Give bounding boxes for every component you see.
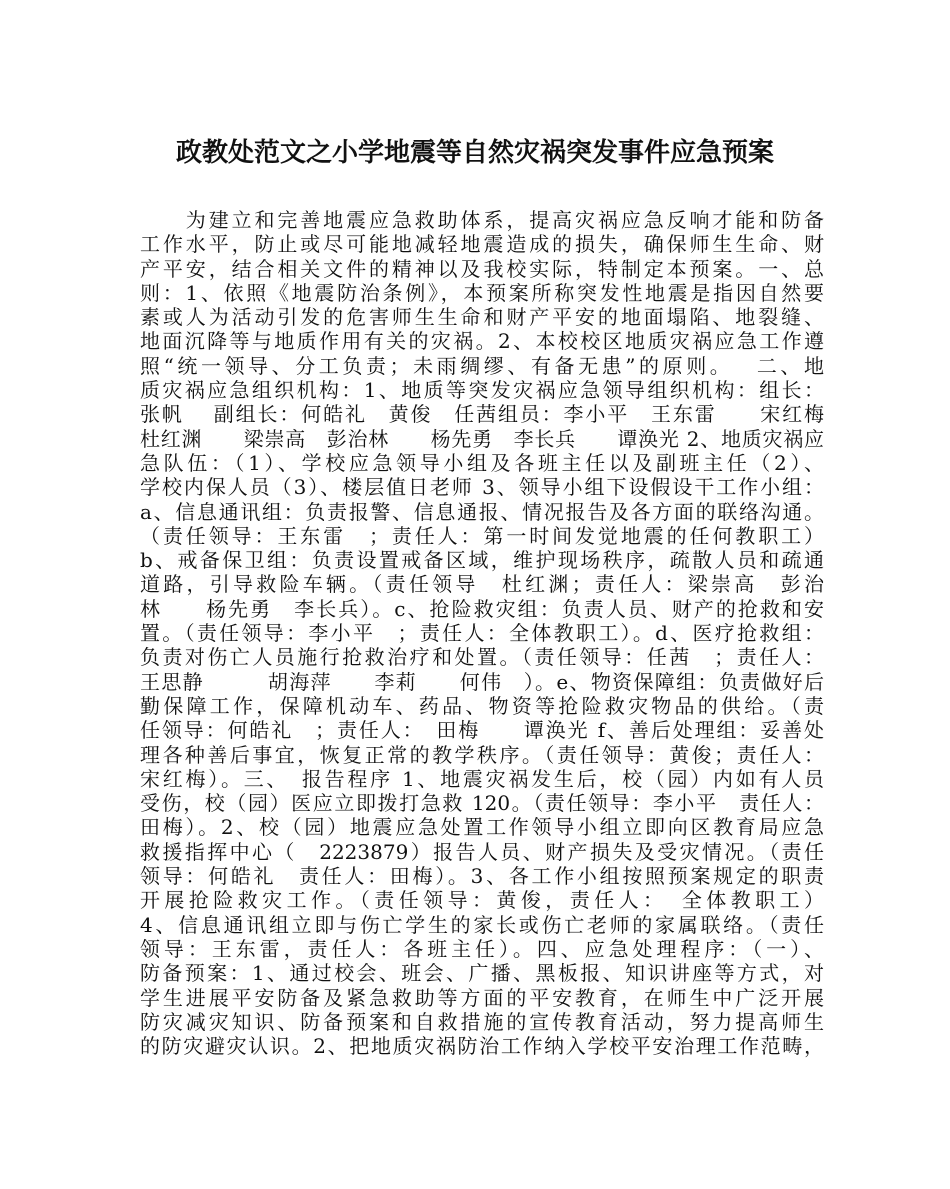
body-line: 质灾祸应急组织机构：1、地质等突发灾祸应急领导组织机构：组长： <box>140 378 824 403</box>
body-line: 负责对伤亡人员施行抢救治疗和处置。（责任领导：任茜 ；责任人： <box>140 645 824 670</box>
body-line: 防灾减灾知识、防备预案和自救措施的宣传教育活动，努力提高师生 <box>140 1009 824 1034</box>
body-line: 置。（责任领导：李小平 ；责任人：全体教职工）。d、医疗抢救组： <box>140 621 824 646</box>
body-line: 学校内保人员（3）、楼层值日老师 3、领导小组下设假设干工作小组： <box>140 475 824 500</box>
body-line: 照“统一领导、分工负责；未雨绸缪、有备无患”的原则。 二、地 <box>140 353 824 378</box>
body-line: 产平安，结合相关文件的精神以及我校实际，特制定本预案。一、总 <box>140 256 824 281</box>
body-line: 学生进展平安防备及紧急救助等方面的平安教育，在师生中广泛开展 <box>140 985 824 1010</box>
body-line: 勤保障工作，保障机动车、药品、物资等抢险救灾物品的供给。（责 <box>140 693 824 718</box>
body-line: 4、信息通讯组立即与伤亡学生的家长或伤亡老师的家属联络。（责任 <box>140 912 824 937</box>
body-line: 理各种善后事宜，恢复正常的教学秩序。（责任领导：黄俊；责任人： <box>140 742 824 767</box>
body-line: 任领导：何皓礼 ；责任人： 田梅 谭涣光 f、善后处理组：妥善处 <box>140 718 824 743</box>
body-line: 宋红梅）。三、 报告程序 1、地震灾祸发生后，校（园）内如有人员 <box>140 766 824 791</box>
body-line: 杜红渊 梁崇高 彭治林 杨先勇 李长兵 谭涣光 2、地质灾祸应 <box>140 426 824 451</box>
body-line: 素或人为活动引发的危害师生生命和财产平安的地面塌陷、地裂缝、 <box>140 305 824 330</box>
body-line: 的防灾避灾认识。2、把地质灾祸防治工作纳入学校平安治理工作范畴， <box>140 1034 824 1059</box>
body-line: 为建立和完善地震应急救助体系，提高灾祸应急反响才能和防备 <box>140 208 824 232</box>
body-line: 田梅）。2、校（园）地震应急处置工作领导小组立即向区教育局应急 <box>140 815 824 840</box>
body-line: 救援指挥中心（ 2223879）报告人员、财产损失及受灾情况。（责任 <box>140 839 824 864</box>
body-line: 则：1、依照《地震防治条例》，本预案所称突发性地震是指因自然要 <box>140 280 824 305</box>
body-line: 工作水平，防止或尽可能地减轻地震造成的损失，确保师生生命、财 <box>140 232 824 257</box>
body-line: b、戒备保卫组：负责设置戒备区域，维护现场秩序，疏散人员和疏通 <box>140 548 824 573</box>
body-line: 张帆 副组长：何皓礼 黄俊 任茜组员：李小平 王东雷 宋红梅 <box>140 402 824 427</box>
body-line: 王思静 胡海萍 李莉 何伟 ）。e、物资保障组：负责做好后 <box>140 669 824 694</box>
document-title: 政教处范文之小学地震等自然灾祸突发事件应急预案 <box>175 138 774 168</box>
body-line: 防备预案：1、通过校会、班会、广播、黑板报、知识讲座等方式，对 <box>140 961 824 986</box>
body-line: a、信息通讯组：负责报警、信息通报、情况报告及各方面的联络沟通。 <box>140 499 824 524</box>
body-line: 急队伍：（1）、学校应急领导小组及各班主任以及副班主任（2）、 <box>140 450 824 475</box>
body-line: 领导：何皓礼 责任人：田梅）。3、各工作小组按照预案规定的职责 <box>140 864 824 889</box>
body-line: 受伤，校（园）医应立即拨打急救 120。（责任领导：李小平 责任人： <box>140 791 824 816</box>
document-body <box>140 208 824 1058</box>
body-line: （责任领导：王东雷 ；责任人：第一时间发觉地震的任何教职工） <box>140 523 824 548</box>
body-line: 领导：王东雷，责任人：各班主任）。四、应急处理程序：（一）、 <box>140 936 824 961</box>
body-line: 道路，引导救险车辆。（责任领导 杜红渊；责任人：梁崇高 彭治 <box>140 572 824 597</box>
body-line: 开展抢险救灾工作。（责任领导：黄俊，责任人： 全体教职工） <box>140 888 824 913</box>
body-line: 林 杨先勇 李长兵）。c、抢险救灾组：负责人员、财产的抢救和安 <box>140 596 824 621</box>
body-line: 地面沉降等与地质作用有关的灾祸。2、本校校区地质灾祸应急工作遵 <box>140 329 824 354</box>
